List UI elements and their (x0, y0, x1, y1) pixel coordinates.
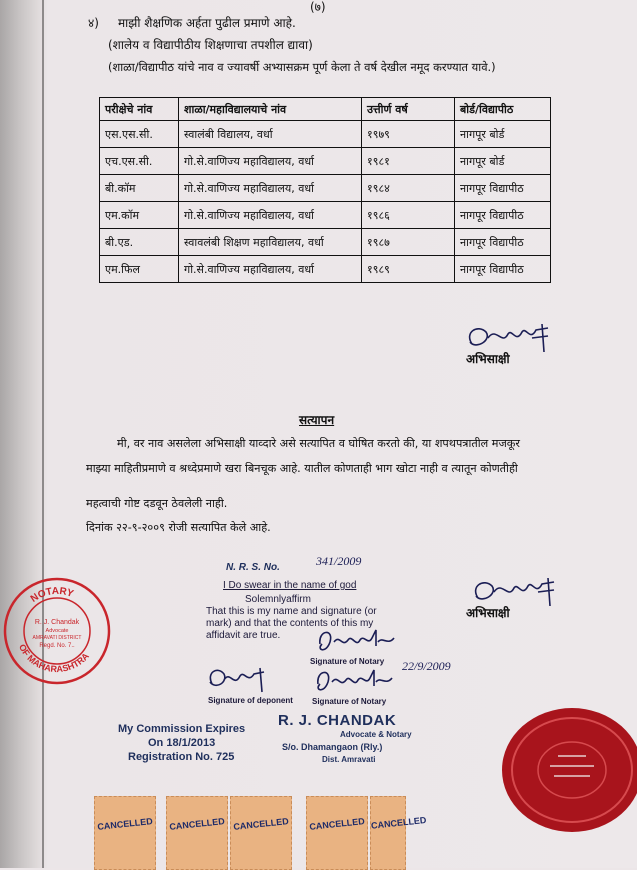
revenue-stamp (370, 796, 427, 870)
cell-school: स्वालंबी विद्यालय, वर्धा (179, 121, 362, 148)
header-exam: परीक्षेचे नांव (100, 98, 179, 121)
deponent-label-1: अभिसाक्षी (466, 352, 510, 366)
cell-board: नागपूर विद्यापीठ (455, 202, 551, 229)
revenue-stamp (94, 796, 156, 870)
notary-name: R. J. CHANDAK (278, 712, 397, 729)
header-school: शाळा/महाविद्यालयाचे नांव (179, 98, 362, 121)
deponent-signature-3 (204, 664, 270, 696)
cell-exam: एम.कॉम (100, 202, 179, 229)
table-row (100, 229, 551, 256)
revenue-stamp (166, 796, 228, 870)
statement-line-1: That this is my name and signature (or (206, 606, 377, 617)
seal-name: R. J. Chandak (34, 619, 80, 626)
notary-address-2: Dist. Amravati (322, 755, 376, 764)
commission-line-3: Registration No. 725 (128, 751, 235, 763)
cell-board: नागपूर विद्यापीठ (455, 175, 551, 202)
table-header-row (100, 98, 551, 121)
cell-exam: एच.एस.सी. (100, 148, 179, 175)
seal-top-text: NOTARY (28, 585, 75, 605)
cell-exam: बी.कॉम (100, 175, 179, 202)
seal-bottom-text: OF MAHARASHTRA (16, 642, 91, 675)
reg-number: 341/2009 (316, 554, 362, 568)
revenue-stamp (306, 796, 368, 870)
cell-year: १९८४ (362, 175, 455, 202)
notary-title: Advocate & Notary (340, 730, 412, 739)
cell-exam: बी.एड. (100, 229, 179, 256)
cancelled-mark: CANCELLED (168, 816, 226, 832)
statement-line-3: affidavit are true. (206, 630, 281, 641)
statement-line-2: mark) and that the contents of this my (206, 618, 374, 629)
commission-line-2: On 18/1/2013 (148, 737, 216, 749)
table-row (100, 148, 551, 175)
cell-year: १९८९ (362, 256, 455, 283)
handwritten-date: 22/9/2009 (402, 659, 451, 673)
table-row (100, 121, 551, 148)
verification-line-2: माझ्या माहितीप्रमाणे व श्रध्देप्रमाणे खरा बिनचूक आहे. यातील कोणताही भाग खोटा नाही व त्यातून कोणतीही (86, 462, 518, 475)
item-number: ४) (88, 16, 99, 30)
verification-title: सत्यापन (299, 413, 335, 427)
revenue-stamps (94, 796, 427, 868)
wax-seal (494, 706, 637, 834)
item-line-1: माझी शैक्षणिक अर्हता पुढील प्रमाणे आहे. (118, 16, 296, 30)
header-year: उत्तीर्ण वर्ष (362, 98, 455, 121)
page-number: (७) (310, 0, 326, 14)
cell-school: स्वावलंबी शिक्षण महाविद्यालय, वर्धा (179, 229, 362, 256)
seal-line-1: Advocate (45, 628, 69, 634)
swear-line: I Do swear in the name of god (223, 580, 357, 591)
cell-year: १९८१ (362, 148, 455, 175)
seal-line-3: Regd. No. 7.. (39, 643, 75, 649)
verification-date: दिनांक २२-९-२००९ रोजी सत्यापित केले आहे. (86, 521, 271, 534)
cell-exam: एस.एस.सी. (100, 121, 179, 148)
notary-signature-2 (310, 664, 400, 698)
cell-school: गो.से.वाणिज्य महाविद्यालय, वर्धा (179, 202, 362, 229)
table-row (100, 202, 551, 229)
seal-line-2: AMRAVATI DISTRICT (32, 635, 82, 641)
cell-school: गो.से.वाणिज्य महाविद्यालय, वर्धा (179, 256, 362, 283)
revenue-stamp (230, 796, 292, 870)
notary-address-1: S/o. Dhamangaon (Rly.) (282, 742, 383, 752)
header-board: बोर्ड/विद्यापीठ (455, 98, 551, 121)
table-row (100, 175, 551, 202)
cell-year: १९८६ (362, 202, 455, 229)
cell-exam: एम.फिल (100, 256, 179, 283)
cell-board: नागपूर विद्यापीठ (455, 229, 551, 256)
qualifications-table (99, 97, 551, 283)
deponent-label-2: अभिसाक्षी (466, 606, 510, 620)
cancelled-mark: CANCELLED (96, 816, 154, 832)
cell-school: गो.से.वाणिज्य महाविद्यालय, वर्धा (179, 175, 362, 202)
cancelled-mark: CANCELLED (308, 816, 366, 832)
affirm-line: Solemnlyaffirm (245, 594, 311, 605)
cell-year: १९८७ (362, 229, 455, 256)
verification-line-1: मी, वर नाव असलेला अभिसाक्षी याव्दारे असे सत्यापित व घोषित करतो की, या शपथपत्रातील मजकूर (117, 437, 520, 450)
reg-label: N. R. S. No. (226, 562, 280, 573)
cancelled-mark: CANCELLED (232, 816, 290, 832)
cell-board: नागपूर बोर्ड (455, 148, 551, 175)
cancelled-mark: CANCELLED (370, 815, 427, 831)
cell-board: नागपूर बोर्ड (455, 121, 551, 148)
item-line-2: (शालेय व विद्यापीठीय शिक्षणाचा तपशील द्यावा) (108, 38, 313, 52)
sig-notary-label-1: Signature of Notary (310, 657, 385, 666)
commission-line-1: My Commission Expires (118, 723, 246, 735)
verification-line-3: महत्वाची गोष्ट दडवून ठेवलेली नाही. (86, 497, 228, 510)
item-line-3: (शाळा/विद्यापीठ यांचे नाव व ज्यावर्षी अभ्यासक्रम पूर्ण केला ते वर्ष देखील नमूद करण्यात यावे.) (108, 60, 496, 74)
sig-deponent-label: Signature of deponent (208, 696, 293, 705)
cell-school: गो.से.वाणिज्य महाविद्यालय, वर्धा (179, 148, 362, 175)
sig-notary-label-2: Signature of Notary (312, 697, 387, 706)
cell-board: नागपूर विद्यापीठ (455, 256, 551, 283)
cell-year: १९७९ (362, 121, 455, 148)
binding-gutter (42, 0, 44, 868)
notary-seal (2, 576, 112, 686)
notary-signature-1 (312, 624, 402, 658)
table-row (100, 256, 551, 283)
